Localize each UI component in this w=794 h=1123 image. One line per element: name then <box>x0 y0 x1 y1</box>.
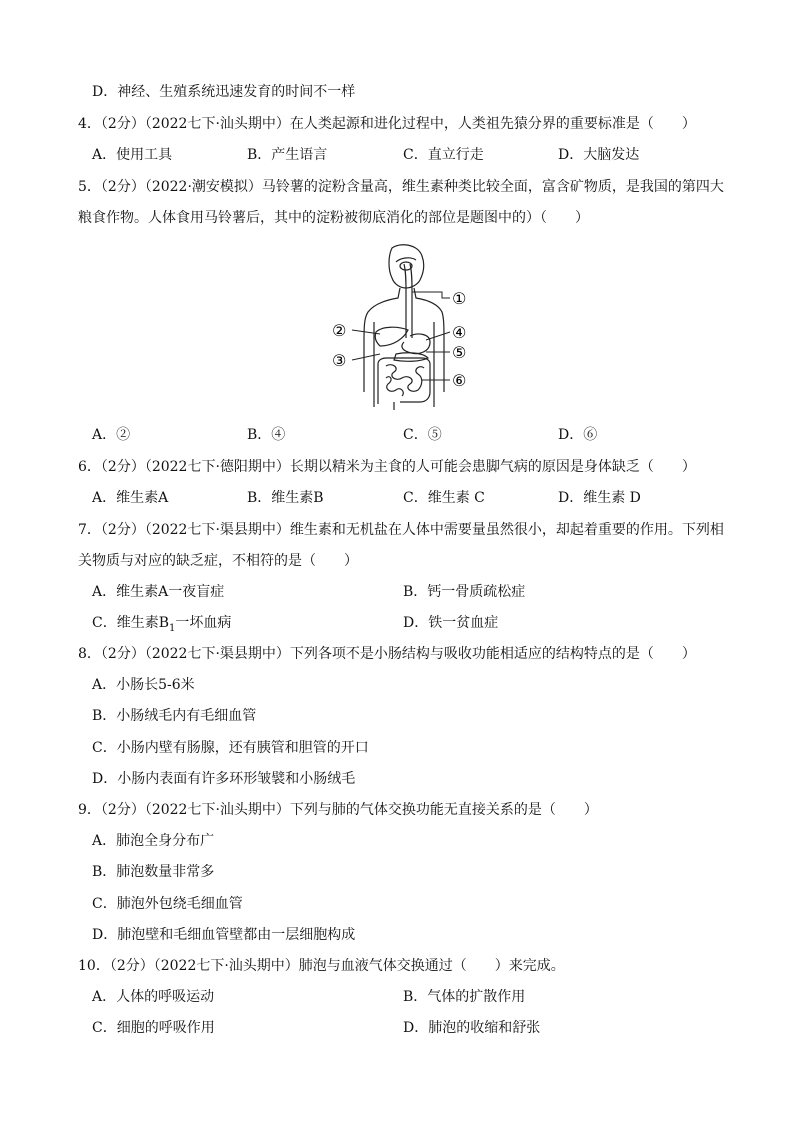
q7-option-c <box>92 614 231 638</box>
q9-option-b: B．肺泡数量非常多 <box>92 864 215 880</box>
q7-option-c-subscript: 1 <box>169 622 176 634</box>
q7-option-b: B．钙一骨质疏松症 <box>403 584 526 600</box>
q4-option-a: A．使用工具 <box>92 147 173 163</box>
q10-option-b: B．气体的扩散作用 <box>403 989 526 1005</box>
q6-option-a: A．维生素A <box>92 490 169 506</box>
q8-option-d: D．小肠内表面有许多环形皱襞和小肠绒毛 <box>92 771 356 787</box>
q7-stem-line2: 关物质与对应的缺乏症，不相符的是（ ） <box>78 553 358 569</box>
q7-option-c-text: C．维生素B <box>92 615 169 631</box>
q4-stem: 4．（2分）（2022七下·汕头期中）在人类起源和进化过程中，人类祖先猿分界的重要标准是（ ） <box>78 116 696 132</box>
q5-option-b: B．④ <box>247 427 286 443</box>
q6-stem: 6．（2分）（2022七下·德阳期中）长期以精米为主食的人可能会患脚气病的原因是身体缺乏（ ） <box>78 459 696 475</box>
q9-option-c: C．肺泡外包绕毛细血管 <box>92 896 243 912</box>
figure-label-5: ⑤ <box>452 343 467 362</box>
q5-stem-line1: 5．（2分）（2022·潮安模拟）马铃薯的淀粉含量高，维生素种类比较全面，富含矿物质，是我国的第四大 <box>78 179 724 195</box>
q7-option-d: D．铁一贫血症 <box>403 615 499 631</box>
q9-option-d: D．肺泡壁和毛细血管壁都由一层细胞构成 <box>92 927 356 943</box>
q5-stem-line2: 粮食作物。人体食用马铃薯后，其中的淀粉被彻底消化的部位是题图中的）（ ） <box>78 210 589 226</box>
q7-stem-line1: 7．（2分）（2022七下·渠县期中）维生素和无机盐在人体中需要量虽然很小，却起着重要的作用。下列相 <box>78 522 724 538</box>
figure-label-4: ④ <box>452 323 467 342</box>
q6-option-c: C．维生素 C <box>403 490 485 506</box>
q5-option-d: D．⑥ <box>558 427 598 443</box>
figure-label-2: ② <box>332 321 347 340</box>
q8-option-c: C．小肠内壁有肠腺，还有胰管和胆管的开口 <box>92 740 369 756</box>
figure-label-3: ③ <box>332 351 347 370</box>
q9-option-a: A．肺泡全身分布广 <box>92 833 215 849</box>
q5-option-c: C．⑤ <box>403 427 442 443</box>
figure-label-6: ⑥ <box>452 371 467 390</box>
q8-option-a: A．小肠长5-6米 <box>92 677 195 693</box>
figure-label-1: ① <box>452 289 467 308</box>
q5-option-a: A．② <box>92 427 131 443</box>
q6-option-d: D．维生素 D <box>558 490 641 506</box>
q7-option-a: A．维生素A一夜盲症 <box>92 584 225 600</box>
q8-stem: 8．（2分）（2022七下·渠县期中）下列各项不是小肠结构与吸收功能相适应的结构特点的是（ ） <box>78 646 696 662</box>
q4-option-c: C．直立行走 <box>403 147 484 163</box>
q6-option-b: B．维生素B <box>247 490 324 506</box>
q8-option-b: B．小肠绒毛内有毛细血管 <box>92 708 257 724</box>
q10-option-c: C．细胞的呼吸作用 <box>92 1020 215 1036</box>
q10-option-d: D．肺泡的收缩和舒张 <box>403 1020 541 1036</box>
q4-option-b: B．产生语言 <box>247 147 328 163</box>
q7-option-c-tail: 一坏血病 <box>175 615 232 631</box>
q10-option-a: A．人体的呼吸运动 <box>92 989 215 1005</box>
q4-option-d: D．大脑发达 <box>558 147 640 163</box>
digestive-system-figure <box>330 242 470 412</box>
q3-option-d: D．神经、生殖系统迅速发育的时间不一样 <box>92 84 356 100</box>
q10-stem: 10．（2分）（2022七下·汕头期中）肺泡与血液气体交换通过（ ）来完成。 <box>78 958 565 974</box>
q9-stem: 9．（2分）（2022七下·汕头期中）下列与肺的气体交换功能无直接关系的是（ ） <box>78 802 598 818</box>
